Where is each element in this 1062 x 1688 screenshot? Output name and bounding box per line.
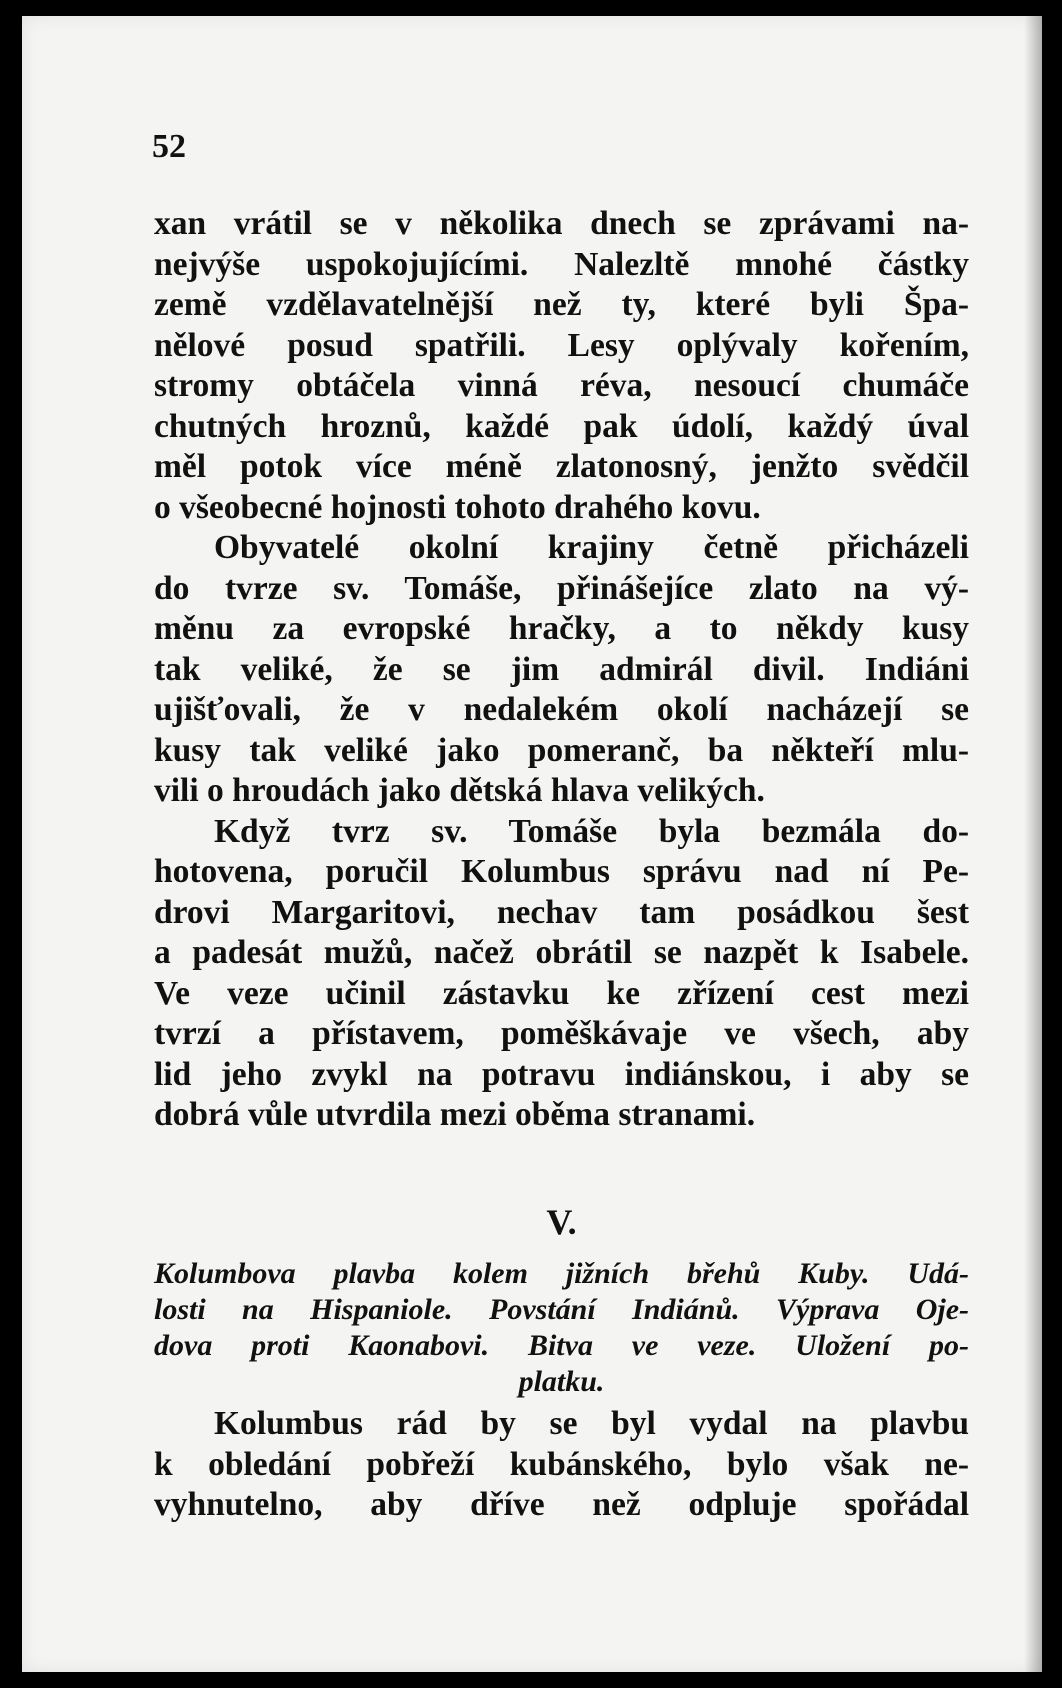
body-text-continued xyxy=(154,1404,969,1526)
text-line: k obledání pobřeží kubánského, bylo však ne- xyxy=(154,1445,969,1483)
text-line: nělové posud spatřili. Lesy oplývaly kořením, xyxy=(154,326,969,364)
text-line: chutných hroznů, každé pak údolí, každý úval xyxy=(154,407,969,445)
text-line: nejvýše uspokojujícími. Nalezltě mnohé částky xyxy=(154,245,969,283)
text-line: stromy obtáčela vinná réva, nesoucí chumáče xyxy=(154,367,969,404)
summary-line: Kolumbova plavba kolem jižních břehů Kuby. Udá- xyxy=(154,1257,969,1290)
text-line: tak veliké, že se jim admirál divil. Indiáni xyxy=(154,650,969,688)
text-line: vili o hroudách jako dětská hlava velikých. xyxy=(154,772,765,809)
summary-line: losti na Hispaniole. Povstání Indiánů. Výprava Oje- xyxy=(154,1293,969,1326)
text-line: měl potok více méně zlatonosný, jenžto svědčil xyxy=(154,448,969,485)
text-line: Ve veze učinil zástavku ke zřízení cest mezi xyxy=(154,974,969,1012)
summary-line: platku. xyxy=(518,1365,605,1398)
text-line: země vzdělavatelnější než ty, které byli Špa- xyxy=(154,286,969,323)
text-line: Obyvatelé okolní krajiny četně přicházeli xyxy=(214,529,969,566)
text-line: Kolumbus rád by se byl vydal na plavbu xyxy=(214,1405,969,1442)
body-text xyxy=(154,204,969,1136)
text-line: o všeobecné hojnosti tohoto drahého kovu. xyxy=(154,488,761,526)
text-line: xan vrátil se v několika dnech se zprávami na- xyxy=(154,205,969,242)
text-line: tvrzí a přístavem, poměškávaje ve všech, aby xyxy=(154,1015,969,1052)
text-line: dobrá vůle utvrdila mezi oběma stranami. xyxy=(154,1096,756,1133)
chapter-heading: V. xyxy=(546,1202,577,1242)
text-line: drovi Margaritovi, nechav tam posádkou šest xyxy=(154,893,969,931)
text-line: hotovena, poručil Kolumbus správu nad ní Pe- xyxy=(154,853,969,890)
page-number: 52 xyxy=(152,128,186,165)
text-line: Když tvrz sv. Tomáše byla bezmála do- xyxy=(214,812,969,850)
text-line: kusy tak veliké jako pomeranč, ba někteří mlu- xyxy=(154,731,969,769)
summary-line: dova proti Kaonabovi. Bitva ve veze. Uložení po- xyxy=(154,1329,969,1362)
text-line: měnu za evropské hračky, a to někdy kusy xyxy=(154,610,969,647)
text-line: vyhnutelno, aby dříve než odpluje spořádal xyxy=(154,1486,969,1523)
text-line: lid jeho zvykl na potravu indiánskou, i aby se xyxy=(154,1055,969,1093)
text-line: ujišťovali, že v nedalekém okolí nacházejí se xyxy=(154,691,969,728)
chapter-summary xyxy=(154,1256,969,1400)
text-line: do tvrze sv. Tomáše, přinášejíce zlato na vý- xyxy=(154,569,969,607)
book-page xyxy=(22,16,1042,1672)
text-line: a padesát mužů, načež obrátil se nazpět k Isabele. xyxy=(154,934,969,971)
